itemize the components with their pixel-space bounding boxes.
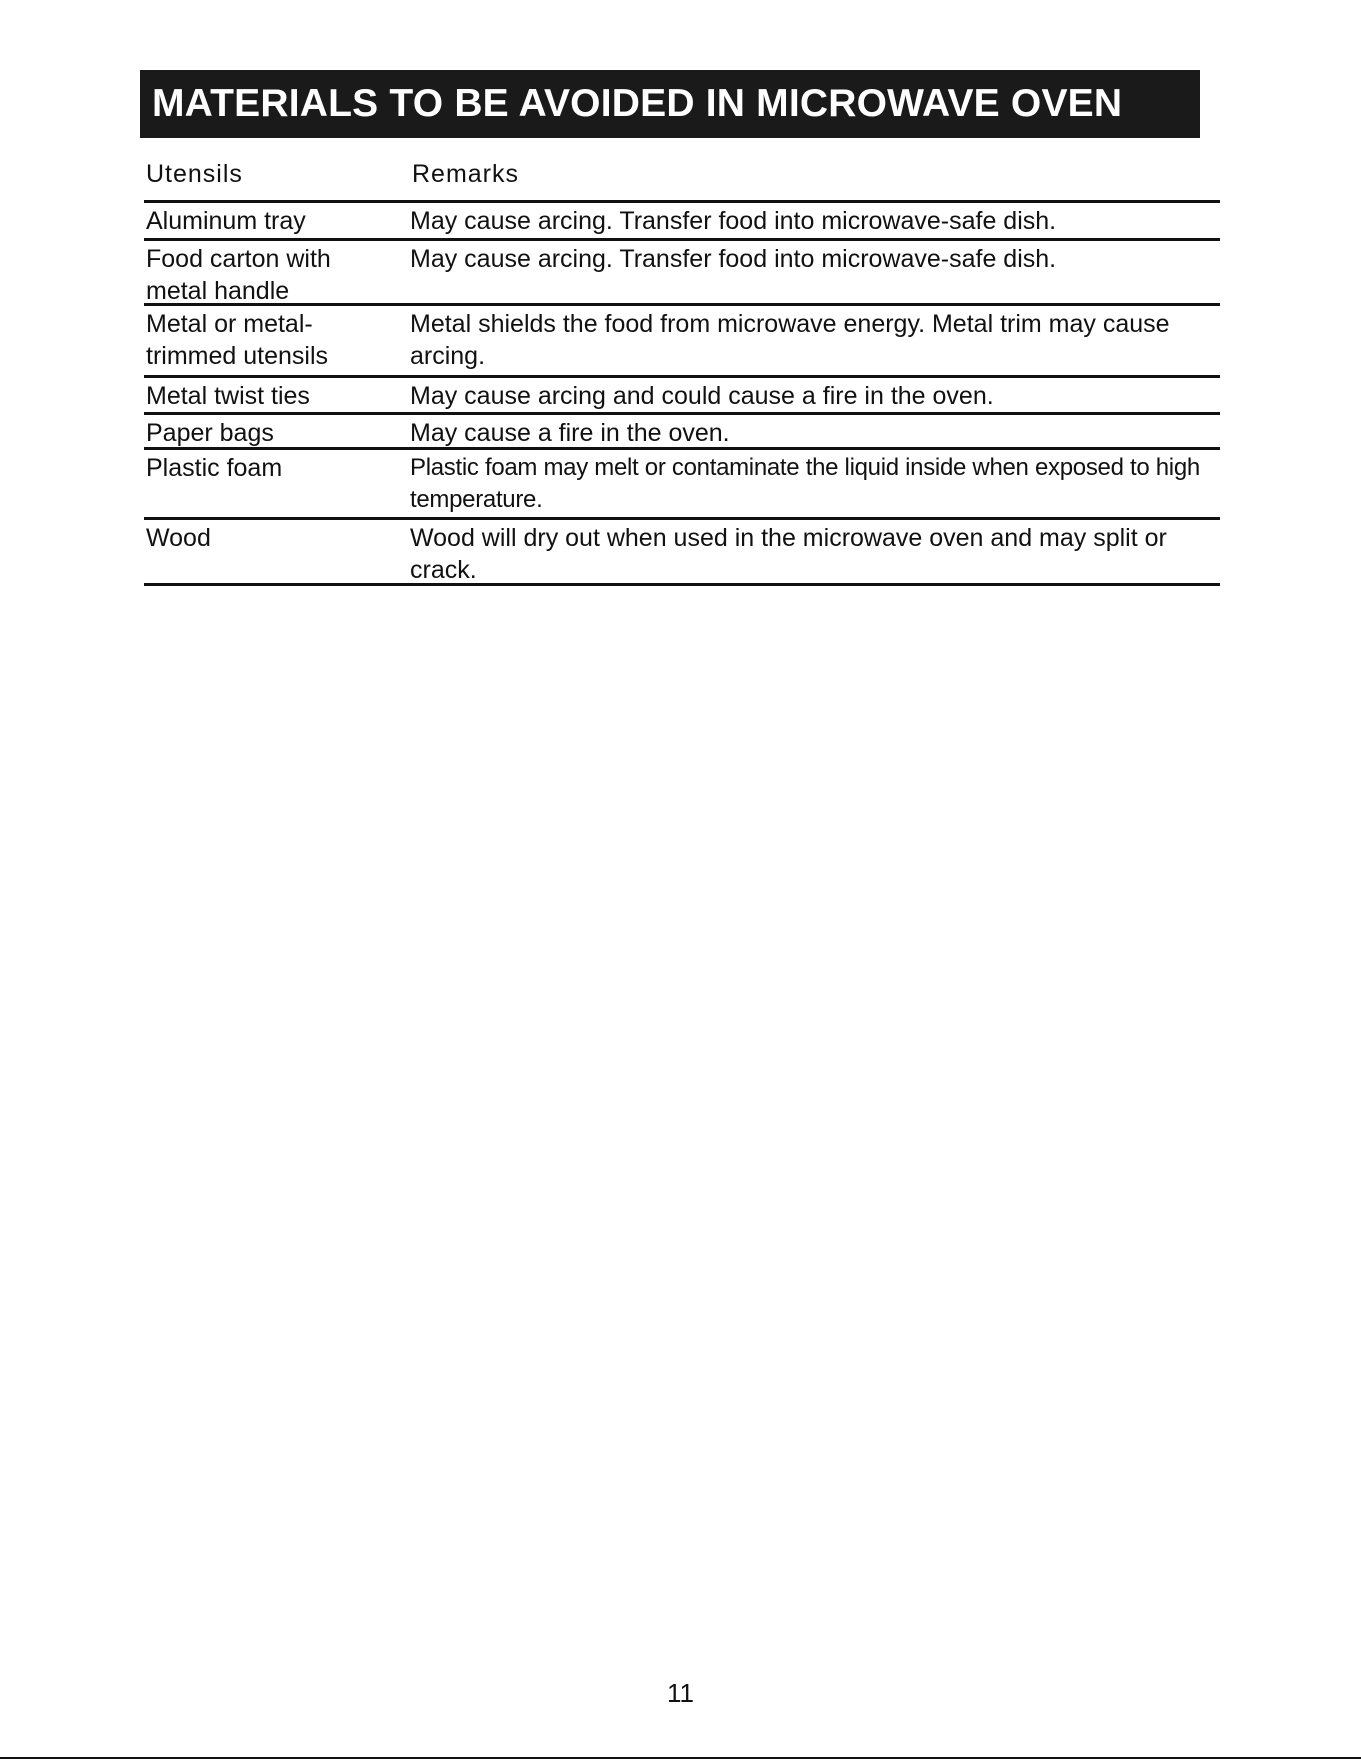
page-number: 11 — [667, 1678, 694, 1708]
utensil-cell: Paper bags — [146, 419, 274, 447]
table-row — [144, 203, 1220, 241]
remark-cell: May cause arcing and could cause a fire in the oven. — [410, 382, 994, 410]
utensil-cell: Food carton with metal handle — [146, 245, 331, 305]
header-remarks: Remarks — [412, 160, 520, 188]
header-utensils: Utensils — [146, 160, 243, 188]
utensil-cell: Plastic foam — [146, 454, 283, 482]
page-bottom-rule — [0, 1757, 1361, 1759]
remark-cell: Wood will dry out when used in the microwave oven and may split or crack. — [410, 524, 1167, 584]
remark-cell: Plastic foam may melt or contaminate the liquid inside when exposed to high temperature. — [410, 454, 1200, 513]
utensil-cell: Metal twist ties — [146, 382, 310, 410]
utensil-cell: Metal or metal- trimmed utensils — [146, 310, 328, 370]
utensil-cell: Aluminum tray — [146, 207, 306, 235]
table-row — [144, 415, 1220, 450]
remark-cell: May cause arcing. Transfer food into microwave-safe dish. — [410, 207, 1057, 235]
table-row — [144, 241, 1220, 306]
utensil-cell: Wood — [146, 524, 211, 552]
materials-table — [144, 160, 1220, 586]
table-row — [144, 378, 1220, 415]
remark-cell: May cause a fire in the oven. — [410, 419, 730, 447]
page-title: MATERIALS TO BE AVOIDED IN MICROWAVE OVEN — [152, 82, 1123, 125]
section-title-bar — [140, 70, 1200, 138]
remark-cell: May cause arcing. Transfer food into microwave-safe dish. — [410, 245, 1057, 273]
table-row — [144, 450, 1220, 520]
table-row — [144, 520, 1220, 586]
table-row — [144, 306, 1220, 378]
table-header — [144, 160, 1220, 203]
remark-cell: Metal shields the food from microwave energy. Metal trim may cause arcing. — [410, 310, 1170, 370]
